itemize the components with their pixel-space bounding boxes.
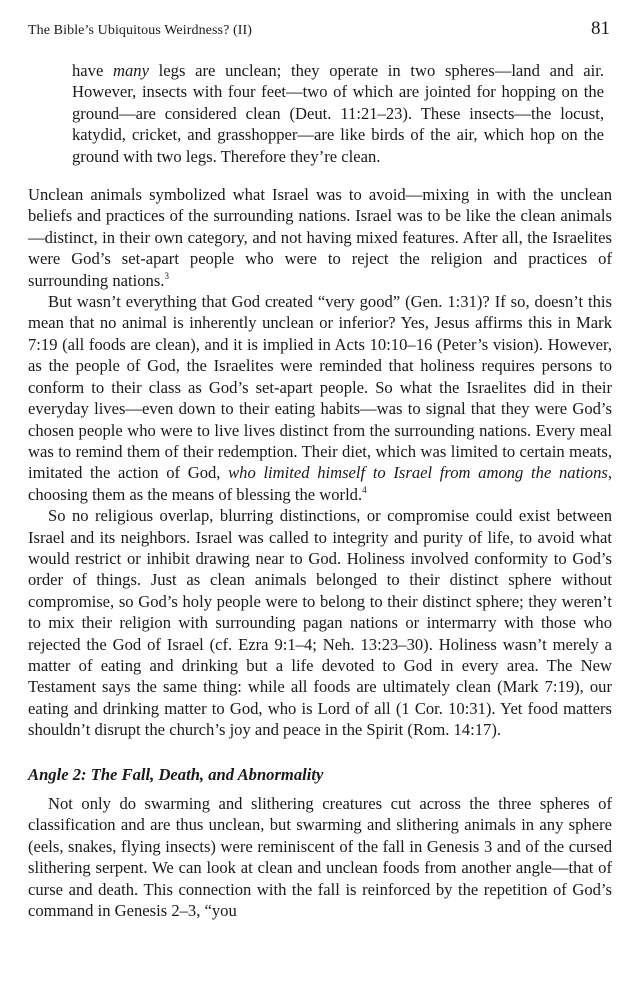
- page-number: 81: [591, 18, 610, 39]
- running-head: The Bible’s Ubiquitous Weirdness? (II): [28, 23, 253, 38]
- section-heading: Angle 2: The Fall, Death, and Abnormality: [28, 764, 324, 784]
- paragraph-no-overlap: So no religious overlap, blurring distinctions, or compromise could exist between Israel and its neighbors. Israel was called to integrity and purity of life, to avoid what would restrict or inhibit drawing near to God. Holiness involved conformity to God’s order of things. Just as clean animals belonged to their distinct sphere without compromise, so God’s holy people were to belong to their distinct sphere; they weren’t to mix their religion with surrounding pagan nations or intermarry with those who rejected the God of Israel (cf. Ezra 9:1–4; Neh. 13:23–30). Holiness wasn’t merely a matter of eating and drinking but a life devoted to God in every area. The New Testament says the same thing: while all foods are ultimately clean (Mark 7:19), our eating and drinking matter to God, who is Lord of all (1 Cor. 10:31). Yet food matters shouldn’t disrupt the church’s joy and peace in the Spirit (Rom. 14:17).: [28, 506, 612, 740]
- paragraph-text: Unclean animals symbolized what Israel was to avoid—mixing in with the unclean beliefs and practices of the surrounding nations. Israel was to be like the clean animals—distinct, in their own category, and not having mixed features. After all, the Israelites were God’s set-apart people who were to reject the religion and practices of surrounding nations.: [28, 185, 612, 290]
- block-quote-text: [72, 60, 604, 167]
- page-header: [28, 18, 612, 46]
- paragraph-very-good: [28, 291, 612, 505]
- footnote-marker: 3: [164, 270, 169, 281]
- paragraph-text-end: , choosing them as the means of blessing the world.: [28, 463, 612, 504]
- block-quote-lead: have: [72, 61, 114, 80]
- paragraph-swarming: Not only do swarming and slithering creatures cut across the three spheres of classification and are thus unclean, but swarming and slithering animals in any sphere (eels, snakes, flying insects) were reminiscent of the fall in Genesis 3 and of the cursed slithering serpent. We can look at clean and unclean foods from another angle—that of curse and death. This connection with the fall is reinforced by the repetition of God’s command in Genesis 2–3, “you: [28, 794, 612, 921]
- paragraph-emphasis: who limited himself to Israel from among the nations: [228, 463, 608, 483]
- page-body: [28, 60, 612, 921]
- block-quote-emphasis: many: [113, 61, 149, 80]
- footnote-marker: 4: [362, 484, 367, 495]
- block-quote-rest: legs are unclean; they operate in two spheres—land and air. However, insects with four feet—two of which are jointed for hopping on the ground—are considered clean (Deut. 11:21–23). These insects—the locust, katydid, cricket, and grasshopper—are like birds of the air, which hop on the ground with two legs. Therefore they’re clean.: [72, 61, 604, 166]
- block-quote: [72, 60, 612, 167]
- paragraph-unclean-animals: [28, 184, 612, 291]
- paragraph-text: But wasn’t everything that God created “very good” (Gen. 1:31)? If so, doesn’t this mean that no animal is inherently unclean or inferior? Yes, Jesus affirms this in Mark 7:19 (all foods are clean), and it is implied in Acts 10:10–16 (Peter’s vision). However, as the people of God, the Israelites were reminded that holiness requires persons to conform to their class as God’s set-apart people. So what the Israelites did in their everyday lives—even down to their eating habits—was to signal that they were God’s chosen people who were to live lives distinct from the surrounding nations. Every meal was to remind them of their redemption. Their diet, which was limited to certain meats, imitated the action of God,: [28, 292, 612, 483]
